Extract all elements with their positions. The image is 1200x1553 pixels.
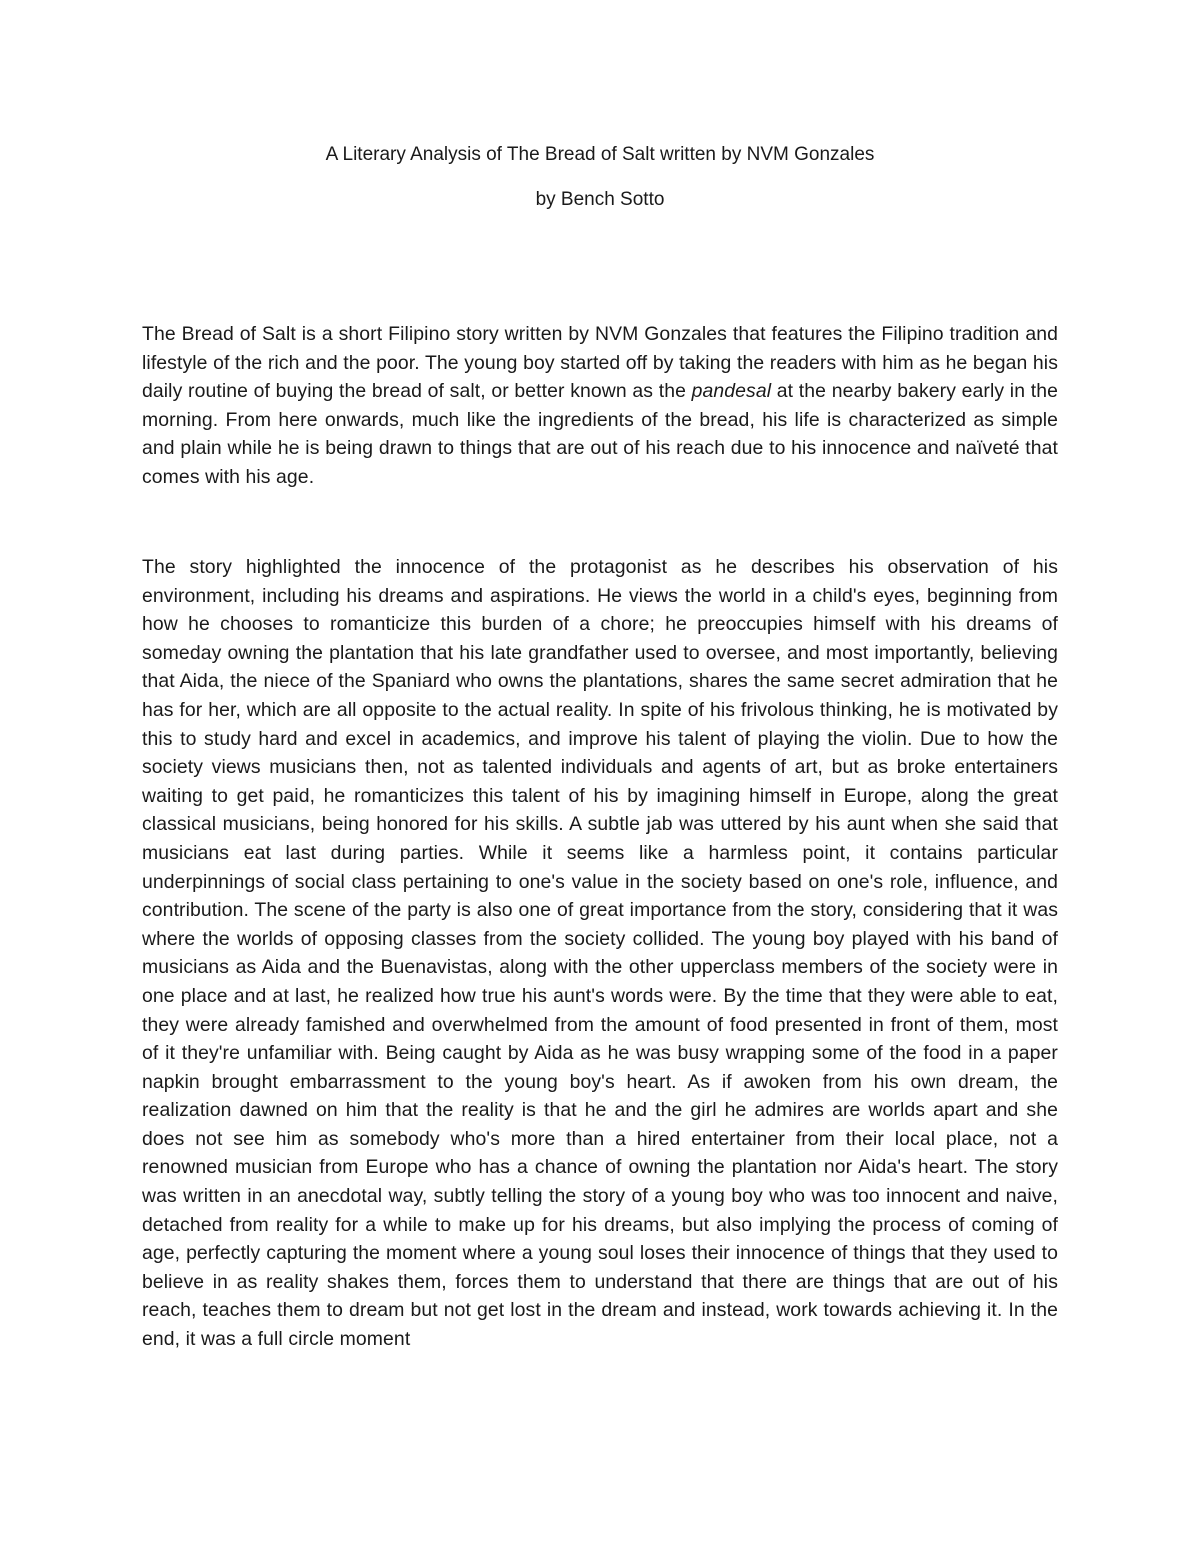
paragraph-1-italic-term: pandesal xyxy=(691,380,772,403)
paragraph-1-text-b: at the nearby bakery early in the morning. From here onwards, much like the ingredients of the bread, his life is characterized as simple and plain while he is being drawn to things that are out of his reach due to his innocence and naïveté that comes with his age. xyxy=(142,380,1058,488)
paragraph-1-text-a: The Bread of Salt is a short Filipino story written by NVM Gonzales that features the Filipino tradition and lifestyle of the rich and the poor. The young boy started off by taking the readers with him as he began his daily routine of buying the bread of salt, or better known as the xyxy=(142,323,1058,403)
paragraph-1 xyxy=(142,320,1058,492)
document-byline: by Bench Sotto xyxy=(535,189,665,210)
paragraph-2: The story highlighted the innocence of the protagonist as he describes his observation of his environment, including his dreams and aspirations. He views the world in a child's eyes, beginning from how he chooses to romanticize this burden of a chore; he preoccupies himself with his dreams of someday owning the plantation that his late grandfather used to oversee, and most importantly, believing that Aida, the niece of the Spaniard who owns the plantations, shares the same secret admiration that he has for her, which are all opposite to the actual reality. In spite of his frivolous thinking, he is motivated by this to study hard and excel in academics, and improve his talent of playing the violin. Due to how the society views musicians then, not as talented individuals and agents of art, but as broke entertainers waiting to get paid, he romanticizes this talent of his by imagining himself in Europe, along the great classical musicians, being honored for his skills. A subtle jab was uttered by his aunt when she said that musicians eat last during parties. While it seems like a harmless point, it contains particular underpinnings of social class pertaining to one's value in the society based on one's role, influence, and contribution. The scene of the party is also one of great importance from the story, considering that it was where the worlds of opposing classes from the society collided. The young boy played with his band of musicians as Aida and the Buenavistas, along with the other upperclass members of the society were in one place and at last, he realized how true his aunt's words were. By the time that they were able to eat, they were already famished and overwhelmed from the amount of food presented in front of them, most of it they're unfamiliar with. Being caught by Aida as he was busy wrapping some of the food in a paper napkin brought embarrassment to the young boy's heart. As if awoken from his own dream, the realization dawned on him that the reality is that he and the girl he admires are worlds apart and she does not see him as somebody who's more than a hired entertainer from their local place, not a renowned musician from Europe who has a chance of owning the plantation nor Aida's heart. The story was written in an anecdotal way, subtly telling the story of a young boy who was too innocent and naive, detached from reality for a while to make up for his dreams, but also implying the process of coming of age, perfectly capturing the moment where a young soul loses their innocence of things that they used to believe in as reality shakes them, forces them to understand that there are things that are out of his reach, teaches them to dream but not get lost in the dream and instead, work towards achieving it. In the end, it was a full circle moment xyxy=(142,556,1058,1351)
document-title: A Literary Analysis of The Bread of Salt written by NVM Gonzales xyxy=(325,144,875,165)
